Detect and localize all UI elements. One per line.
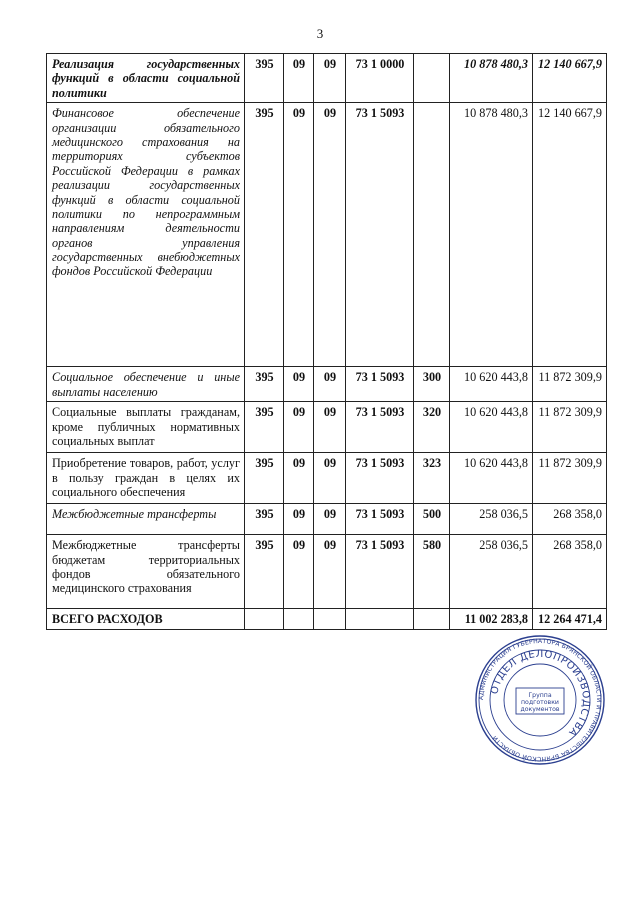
- grbs-code-cell: 395: [245, 367, 284, 402]
- target-article-cell: 73 1 5093: [346, 453, 414, 504]
- grbs-code-cell: [245, 609, 284, 629]
- subsection-code-cell: 09: [314, 402, 346, 453]
- subsection-code-cell: 09: [314, 367, 346, 402]
- table-row: [47, 609, 607, 629]
- target-article-cell: 73 1 0000: [346, 54, 414, 103]
- expenditure-table: [46, 53, 607, 630]
- row-name-cell: Реализация государственных функций в области социальной политики: [47, 54, 245, 103]
- table-row: [47, 367, 607, 402]
- target-article-cell: 73 1 5093: [346, 367, 414, 402]
- amount-year1-cell: 10 620 443,8: [450, 453, 533, 504]
- target-article-cell: 73 1 5093: [346, 504, 414, 535]
- section-code-cell: 09: [284, 453, 314, 504]
- subsection-code-cell: [314, 609, 346, 629]
- amount-year1-cell: 10 620 443,8: [450, 402, 533, 453]
- amount-year1-cell: 11 002 283,8: [450, 609, 533, 629]
- subsection-code-cell: 09: [314, 453, 346, 504]
- row-name-cell: ВСЕГО РАСХОДОВ: [47, 609, 245, 629]
- seal-center-line: документов: [520, 706, 560, 713]
- expense-type-cell: [414, 103, 450, 367]
- expense-type-cell: [414, 54, 450, 103]
- table-row: [47, 535, 607, 609]
- seal-outer-text: АДМИНИСТРАЦИЯ ГУБЕРНАТОРА БРЯНСКОЙ ОБЛАСТИ И ПРАВИТЕЛЬСТВА БРЯНСКОЙ ОБЛАСТИ: [477, 637, 603, 763]
- amount-year2-cell: 268 358,0: [533, 535, 607, 609]
- section-code-cell: 09: [284, 535, 314, 609]
- row-name-cell: Межбюджетные трансферты: [47, 504, 245, 535]
- expense-type-cell: 500: [414, 504, 450, 535]
- amount-year1-cell: 10 878 480,3: [450, 103, 533, 367]
- amount-year2-cell: 12 140 667,9: [533, 54, 607, 103]
- expense-type-cell: 300: [414, 367, 450, 402]
- row-name-cell: Финансовое обеспечение организации обязательного медицинского страхования на территориях субъектов Российской Федерации в рамках реализации государственных функций в области социальной политики по непрограммным направлениям деятельности органов управления государственных внебюджетных фондов Российской Федерации: [47, 103, 245, 367]
- amount-year1-cell: 258 036,5: [450, 504, 533, 535]
- grbs-code-cell: 395: [245, 402, 284, 453]
- subsection-code-cell: 09: [314, 54, 346, 103]
- table-row: [47, 453, 607, 504]
- target-article-cell: 73 1 5093: [346, 402, 414, 453]
- amount-year2-cell: 11 872 309,9: [533, 367, 607, 402]
- subsection-code-cell: 09: [314, 535, 346, 609]
- table-row: [47, 402, 607, 453]
- official-seal-stamp: [474, 634, 606, 766]
- grbs-code-cell: 395: [245, 504, 284, 535]
- section-code-cell: 09: [284, 367, 314, 402]
- target-article-cell: [346, 609, 414, 629]
- table-row: [47, 103, 607, 367]
- subsection-code-cell: 09: [314, 504, 346, 535]
- table-row: [47, 54, 607, 103]
- expense-type-cell: 580: [414, 535, 450, 609]
- seal-center-line: Группа: [528, 692, 552, 699]
- seal-graphic: [474, 634, 606, 766]
- grbs-code-cell: 395: [245, 54, 284, 103]
- target-article-cell: 73 1 5093: [346, 535, 414, 609]
- seal-inner-text: ОТДЕЛ ДЕЛОПРОИЗВОДСТВА: [489, 648, 592, 739]
- grbs-code-cell: 395: [245, 103, 284, 367]
- amount-year2-cell: 12 264 471,4: [533, 609, 607, 629]
- amount-year1-cell: 10 878 480,3: [450, 54, 533, 103]
- expense-type-cell: [414, 609, 450, 629]
- row-name-cell: Социальное обеспечение и иные выплаты населению: [47, 367, 245, 402]
- row-name-cell: Межбюджетные трансферты бюджетам территориальных фондов обязательного медицинского страхования: [47, 535, 245, 609]
- expense-type-cell: 320: [414, 402, 450, 453]
- section-code-cell: 09: [284, 402, 314, 453]
- expense-type-cell: 323: [414, 453, 450, 504]
- section-code-cell: 09: [284, 54, 314, 103]
- target-article-cell: 73 1 5093: [346, 103, 414, 367]
- section-code-cell: 09: [284, 103, 314, 367]
- row-name-cell: Приобретение товаров, работ, услуг в пользу граждан в целях их социального обеспечения: [47, 453, 245, 504]
- expenditure-table-body: [47, 54, 607, 630]
- grbs-code-cell: 395: [245, 535, 284, 609]
- grbs-code-cell: 395: [245, 453, 284, 504]
- amount-year1-cell: 258 036,5: [450, 535, 533, 609]
- section-code-cell: 09: [284, 504, 314, 535]
- row-name-cell: Социальные выплаты гражданам, кроме публичных нормативных социальных выплат: [47, 402, 245, 453]
- amount-year2-cell: 11 872 309,9: [533, 453, 607, 504]
- subsection-code-cell: 09: [314, 103, 346, 367]
- amount-year2-cell: 11 872 309,9: [533, 402, 607, 453]
- amount-year1-cell: 10 620 443,8: [450, 367, 533, 402]
- amount-year2-cell: 268 358,0: [533, 504, 607, 535]
- seal-center-line: подготовки: [521, 699, 559, 706]
- page-number: 3: [316, 26, 324, 41]
- table-row: [47, 504, 607, 535]
- section-code-cell: [284, 609, 314, 629]
- amount-year2-cell: 12 140 667,9: [533, 103, 607, 367]
